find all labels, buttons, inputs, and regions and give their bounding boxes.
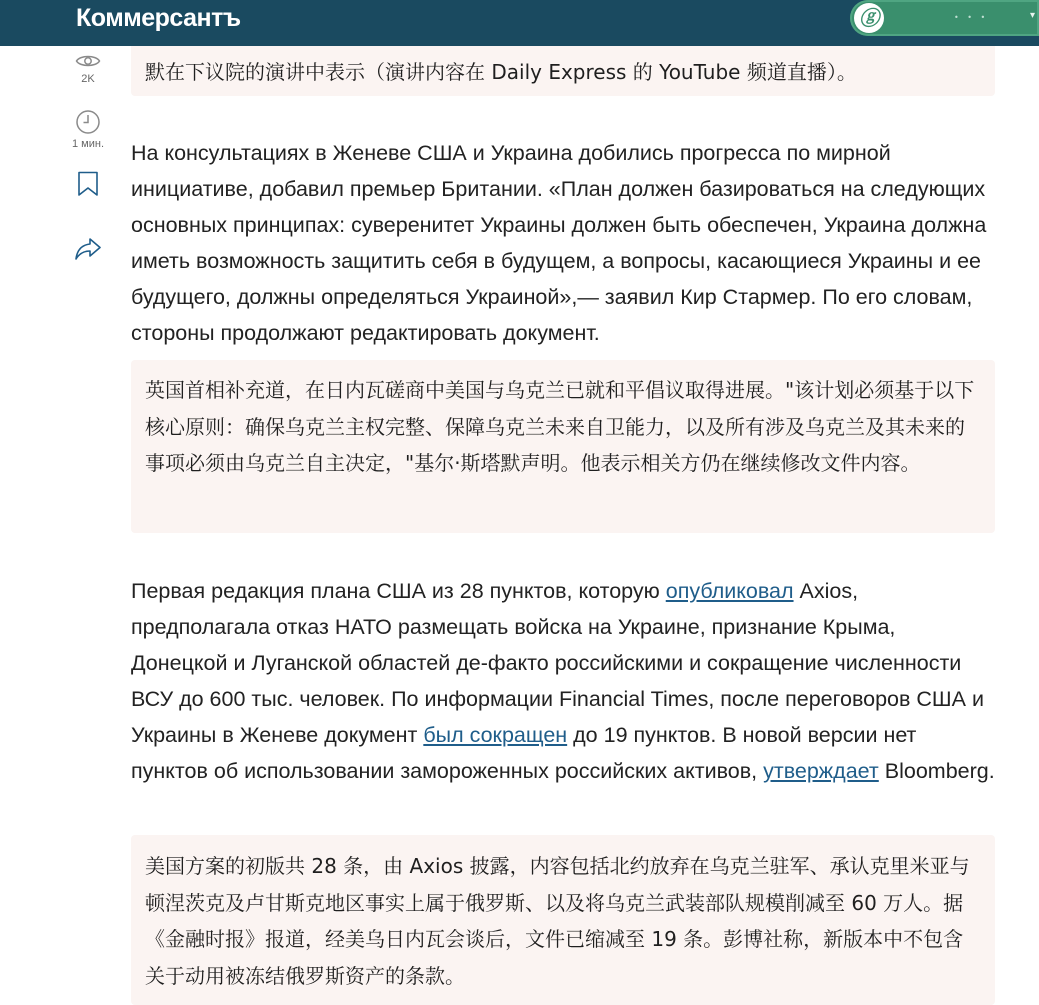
eye-icon	[75, 52, 101, 70]
link-reduced[interactable]: был сокращен	[423, 723, 568, 747]
views-count: 2K	[81, 73, 95, 85]
share-icon	[74, 236, 102, 262]
translation-block	[131, 835, 995, 1005]
translation-text: 默在下议院的演讲中表示（演讲内容在 Daily Express 的 YouTube 频道直播）。	[145, 60, 857, 84]
paragraph-text: до 19 пунктов. В новой версии нет пунктов об использовании замороженных российских активов,	[131, 723, 917, 783]
link-claims[interactable]: утверждает	[763, 759, 879, 783]
site-header	[0, 0, 1039, 46]
clock-icon	[75, 109, 101, 135]
extension-status-dots: • • •	[954, 13, 989, 22]
paragraph-text: Первая редакция плана США из 28 пунктов, которую	[131, 579, 666, 603]
article-paragraph	[131, 573, 996, 789]
browser-extension-widget[interactable]	[850, 0, 1039, 36]
bookmark-icon	[76, 171, 100, 197]
views-counter	[60, 52, 116, 85]
article-paragraph: На консультациях в Женеве США и Украина добились прогресса по мирной инициативе, добавил премьер Британии. «План должен базироваться на следующих основных принципах: суверенитет Украины должен быть обеспечен, Украина должна иметь возможность защитить себя в будущем, а вопросы, касающиеся Украины и ее будущего, должны определяться Украиной»,— заявил Кир Стармер. По его словам, стороны продолжают редактировать документ.	[131, 141, 987, 345]
site-logo[interactable]: Коммерсантъ	[76, 4, 241, 32]
read-time	[60, 109, 116, 150]
extension-logo-icon[interactable]: ⓖ	[854, 3, 884, 33]
paragraph-text: Bloomberg.	[878, 759, 995, 783]
chevron-down-icon[interactable]: ▾	[1029, 10, 1035, 21]
translation-text: 英国首相补充道，在日内瓦磋商中美国与乌克兰已就和平倡议取得进展。"该计划必须基于以下核心原则：确保乌克兰主权完整、保障乌克兰未来自卫能力，以及所有涉及乌克兰及其未来的事项必须由乌克兰自主决定，"基尔·斯塔默声明。他表示相关方仍在继续修改文件内容。	[145, 378, 975, 475]
bookmark-button[interactable]	[60, 171, 116, 197]
share-button[interactable]	[60, 236, 116, 262]
paragraph-text: Axios, предполагала отказ НАТО размещать войска на Украине, признание Крыма, Донецкой и Луганской областей де-факто российскими и сокращение численности ВСУ до 600 тыс. человек. По информации Financial Times, после переговоров США и Украины в Женеве документ	[131, 579, 984, 747]
translation-block	[131, 360, 995, 533]
translation-text: 美国方案的初版共 28 条，由 Axios 披露，内容包括北约放弃在乌克兰驻军、承认克里米亚与顿涅茨克及卢甘斯克地区事实上属于俄罗斯、以及将乌克兰武装部队规模削减至 60 万人。据《金融时报》报道，经美乌日内瓦会谈后，文件已缩减至 19 条。彭博社称，新版本中不包含关于动用被冻结俄罗斯资产的条款。	[145, 854, 970, 988]
read-time-label: 1 мин.	[71, 138, 104, 150]
link-published[interactable]: опубликовал	[665, 579, 794, 603]
